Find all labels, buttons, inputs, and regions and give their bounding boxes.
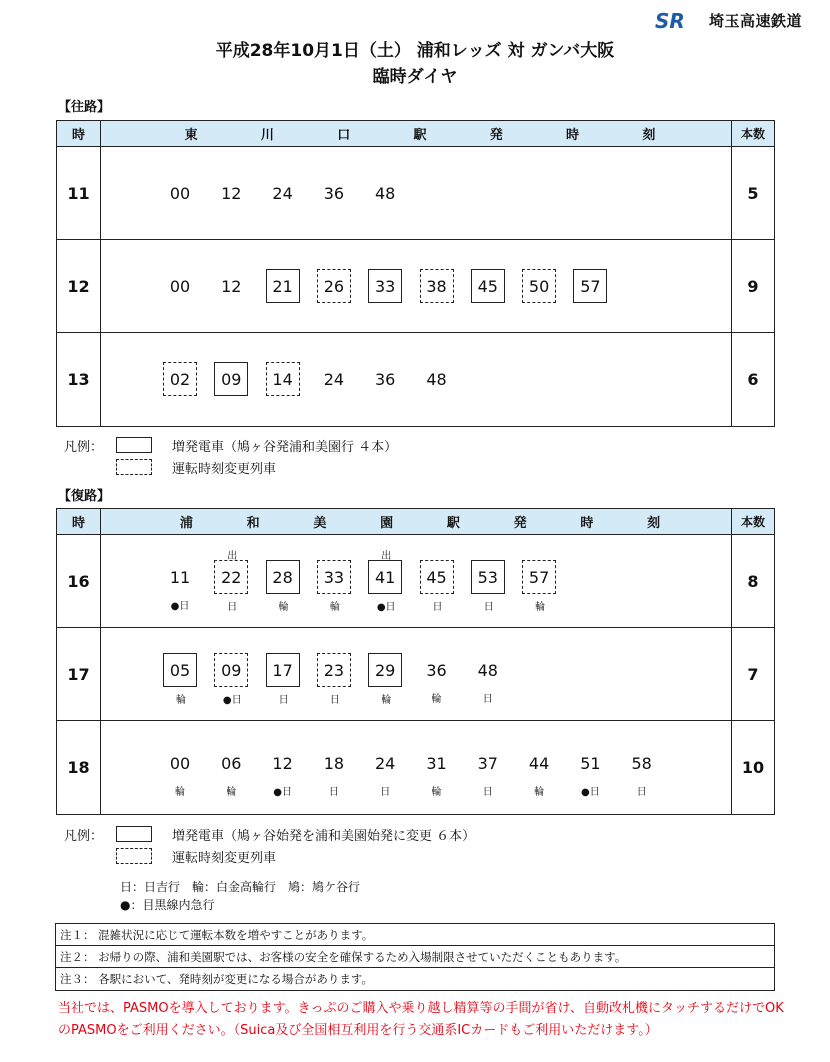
- departure-minute: 22: [221, 567, 242, 587]
- departure-time: [471, 560, 505, 613]
- row-departures: [101, 628, 732, 720]
- departure-time: [471, 269, 505, 303]
- departure-time: [266, 176, 300, 210]
- solid-box-icon: [116, 437, 152, 453]
- departure-minute: 06: [221, 753, 242, 773]
- departure-minute: 00: [169, 753, 191, 773]
- notes-box: [55, 923, 775, 991]
- departure-minute: 23: [323, 660, 345, 680]
- pasmo-notice-line-2: のPASMOをご利用ください。（Suica及び全国相互利用を行う交通系ICカードもご利用いただけます。）: [58, 1023, 658, 1038]
- departure-destination: 日: [482, 694, 493, 705]
- row-hour: 17: [57, 628, 101, 720]
- departure-destination: 日: [328, 787, 339, 798]
- timetable-row: [57, 535, 774, 628]
- legend-dash-text: 運転時刻変更列車: [172, 850, 277, 866]
- departure-time: [163, 746, 197, 798]
- departure-minute: 53: [477, 567, 498, 587]
- departure-minute: 21: [272, 276, 293, 296]
- departure-time: [163, 176, 197, 210]
- legend-label: 凡例：: [64, 828, 104, 844]
- departure-minute: 36: [426, 660, 447, 680]
- departure-time: [420, 362, 454, 396]
- departure-minute: 36: [375, 369, 396, 389]
- title-line-1: 平成28年10月1日（土） 浦和レッズ 対 ガンバ大阪: [215, 41, 615, 61]
- brand-name: 埼玉高速鉄道: [708, 12, 802, 30]
- departure-time: [368, 269, 402, 303]
- departure-minute: 09: [221, 660, 242, 680]
- departure-minute: 00: [169, 276, 191, 296]
- outbound-legend: [64, 434, 397, 478]
- row-hour: 12: [57, 240, 101, 332]
- header-char: 時: [566, 128, 580, 143]
- departure-destination: 輪: [535, 602, 546, 613]
- departure-time: [317, 746, 351, 798]
- departure-time: [266, 560, 300, 613]
- row-hour: 13: [57, 333, 101, 426]
- header-char: 刻: [642, 128, 656, 143]
- departure-time: [522, 269, 556, 303]
- header-count: 本数: [740, 515, 765, 529]
- departure-destination: 輪: [175, 787, 185, 798]
- departure-minute: 58: [631, 753, 652, 773]
- timetable-row: [57, 240, 774, 333]
- timetable-row: [57, 147, 774, 240]
- timetable-row: [57, 628, 774, 721]
- departure-destination: 輪: [278, 602, 289, 613]
- title-line-2: 臨時ダイヤ: [372, 67, 458, 87]
- header-char: 時: [580, 516, 594, 531]
- departure-destination: 日: [482, 787, 493, 798]
- departure-time: [420, 746, 454, 798]
- departure-time: [163, 653, 197, 706]
- departure-time: [573, 746, 607, 798]
- header-station-times: [101, 121, 732, 146]
- departure-minute: 28: [272, 567, 293, 587]
- departure-minute: 45: [426, 567, 447, 587]
- departure-time: [214, 551, 248, 613]
- legend-solid-text: 増発電車（鳩ヶ谷発浦和美園行 ４本）: [172, 439, 398, 455]
- departure-destination: 輪: [176, 695, 186, 706]
- departure-destination: 輪: [431, 694, 442, 705]
- departure-minute: 48: [375, 183, 396, 203]
- row-departures: [101, 535, 732, 627]
- departure-time: [317, 176, 351, 210]
- departure-minute: 18: [323, 753, 345, 773]
- departure-minute: 37: [477, 753, 498, 773]
- legend-solid-text: 増発電車（鳩ヶ谷始発を浦和美園始発に変更 ６本）: [172, 828, 476, 844]
- departure-minute: 24: [375, 753, 396, 773]
- departure-destination: ●日: [170, 601, 190, 612]
- header-char: 刻: [647, 516, 661, 531]
- departure-minute: 48: [426, 369, 447, 389]
- row-count: 9: [732, 240, 774, 332]
- departure-minute: 11: [169, 567, 191, 587]
- header-char: 美: [313, 516, 327, 531]
- departure-time: [214, 653, 248, 706]
- header-char: 園: [380, 516, 394, 531]
- departure-time: [522, 560, 556, 613]
- pasmo-notice-line-1: 当社では、PASMOを導入しております。きっぷのご購入や乗り越し精算等の手間が省け、自動改札機にタッチするだけでOK: [58, 1001, 784, 1016]
- row-departures: [101, 147, 732, 239]
- departure-time: [163, 362, 197, 396]
- timetable-row: [57, 721, 774, 814]
- inbound-section-label: 【復路】: [58, 489, 111, 504]
- header-station-times: [101, 509, 732, 534]
- departure-minute: 02: [169, 369, 191, 389]
- departure-minute: 12: [221, 183, 242, 203]
- row-hour: 18: [57, 721, 101, 814]
- header-hour: 時: [57, 509, 101, 534]
- note-2: 注２： お帰りの際、浦和美園駅では、お客様の安全を確保するため入場制限させていただくこともあります。: [56, 946, 774, 968]
- departure-time: [214, 746, 248, 798]
- departure-destination: ●日: [581, 787, 600, 798]
- departure-minute: 57: [580, 276, 601, 296]
- brand-logo: [655, 10, 802, 31]
- departure-minute: 51: [580, 753, 601, 773]
- departure-minute: 50: [528, 276, 550, 296]
- departure-destination: 輪: [329, 602, 340, 613]
- departure-minute: 36: [323, 183, 345, 203]
- departure-minute: 33: [375, 276, 396, 296]
- departure-time: [266, 746, 300, 798]
- departure-mark: 出: [381, 551, 392, 562]
- departure-time: [522, 746, 556, 798]
- departure-destination: ●日: [376, 602, 396, 613]
- departure-time: [163, 560, 197, 612]
- departure-minute: 29: [375, 660, 396, 680]
- departure-time: [317, 362, 351, 396]
- departure-time: [163, 269, 197, 303]
- departure-minute: 24: [323, 369, 345, 389]
- outbound-timetable: [56, 120, 775, 427]
- note-1: 注１： 混雑状況に応じて運転本数を増やすことがあります。: [56, 924, 774, 946]
- departure-time: [317, 560, 351, 613]
- row-count: 7: [732, 628, 774, 720]
- departure-time: [317, 269, 351, 303]
- departure-time: [420, 560, 454, 613]
- departure-time: [420, 269, 454, 303]
- departure-destination: ●日: [222, 695, 242, 706]
- departure-time: [214, 269, 248, 303]
- abbreviation-line-2: ●：目黒線内急行: [120, 898, 215, 912]
- departure-time: [214, 362, 248, 396]
- departure-destination: 日: [380, 787, 391, 798]
- departure-minute: 57: [528, 567, 550, 587]
- departure-minute: 00: [169, 183, 191, 203]
- departure-time: [368, 746, 402, 798]
- legend-label: 凡例：: [64, 439, 104, 455]
- departure-time: [214, 176, 248, 210]
- departure-minute: 24: [272, 183, 293, 203]
- departure-minute: 09: [221, 369, 242, 389]
- sr-logo-icon: [655, 11, 703, 31]
- inbound-legend: [64, 823, 475, 867]
- abbreviation-line-1: 日：日吉行 輪：白金高輪行 鳩：鳩ケ谷行: [120, 880, 361, 894]
- row-departures: [101, 333, 732, 426]
- dashed-box-icon: [116, 459, 152, 475]
- header-char: 東: [184, 128, 198, 143]
- header-char: 浦: [179, 516, 193, 531]
- departure-minute: 05: [169, 660, 191, 680]
- departure-minute: 12: [221, 276, 242, 296]
- svg-text:SR: SR: [654, 10, 685, 31]
- departure-minute: 26: [323, 276, 345, 296]
- header-char: 川: [260, 128, 274, 143]
- row-count: 8: [732, 535, 774, 627]
- row-count: 10: [732, 721, 774, 814]
- departure-destination: 輪: [534, 787, 545, 798]
- departure-minute: 17: [272, 660, 293, 680]
- solid-box-icon: [116, 826, 152, 842]
- departure-time: [368, 653, 402, 706]
- departure-time: [317, 653, 351, 706]
- header-char: 口: [337, 128, 351, 143]
- departure-minute: 41: [375, 567, 396, 587]
- header-hour: 時: [57, 121, 101, 146]
- departure-minute: 45: [477, 276, 498, 296]
- pasmo-notice: [58, 998, 788, 1042]
- row-hour: 11: [57, 147, 101, 239]
- row-departures: [101, 240, 732, 332]
- departure-mark: 出: [227, 551, 238, 562]
- departure-destination: 輪: [431, 787, 442, 798]
- departure-destination: 輪: [226, 787, 237, 798]
- departure-time: [471, 653, 505, 705]
- departure-time: [573, 269, 607, 303]
- header-char: 駅: [413, 128, 427, 143]
- departure-minute: 44: [528, 753, 550, 773]
- departure-minute: 12: [272, 753, 293, 773]
- inbound-timetable: [56, 508, 775, 815]
- departure-minute: 14: [272, 369, 293, 389]
- departure-destination: 日: [483, 602, 494, 613]
- row-count: 5: [732, 147, 774, 239]
- outbound-header-row: [57, 121, 774, 147]
- departure-minute: 38: [426, 276, 447, 296]
- departure-time: [368, 551, 402, 613]
- departure-destination: 輪: [381, 695, 392, 706]
- departure-time: [368, 176, 402, 210]
- legend-dash-text: 運転時刻変更列車: [172, 461, 277, 477]
- departure-time: [266, 269, 300, 303]
- departure-time: [420, 653, 454, 705]
- abbreviation-key: [120, 878, 360, 914]
- departure-time: [471, 746, 505, 798]
- dashed-box-icon: [116, 848, 152, 864]
- departure-time: [266, 362, 300, 396]
- departure-time: [625, 746, 659, 798]
- header-char: 駅: [446, 516, 460, 531]
- departure-destination: 日: [329, 695, 340, 706]
- departure-destination: 日: [278, 695, 289, 706]
- outbound-section-label: 【往路】: [58, 100, 111, 115]
- departure-destination: 日: [227, 602, 238, 613]
- departure-time: [368, 362, 402, 396]
- note-3: 注３： 各駅において、発時刻が変更になる場合があります。: [60, 972, 374, 986]
- header-char: 和: [246, 516, 260, 531]
- departure-destination: 日: [636, 787, 647, 798]
- departure-minute: 48: [477, 660, 498, 680]
- header-count: 本数: [740, 127, 765, 141]
- header-char: 発: [513, 516, 527, 531]
- inbound-header-row: [57, 509, 774, 535]
- departure-destination: ●日: [273, 787, 292, 798]
- departure-destination: 日: [432, 602, 443, 613]
- departure-minute: 33: [323, 567, 345, 587]
- departure-time: [266, 653, 300, 706]
- timetable-row: [57, 333, 774, 426]
- page-title: [0, 38, 830, 90]
- row-departures: [101, 721, 732, 814]
- header-char: 発: [489, 128, 503, 143]
- row-count: 6: [732, 333, 774, 426]
- departure-minute: 31: [426, 753, 447, 773]
- row-hour: 16: [57, 535, 101, 627]
